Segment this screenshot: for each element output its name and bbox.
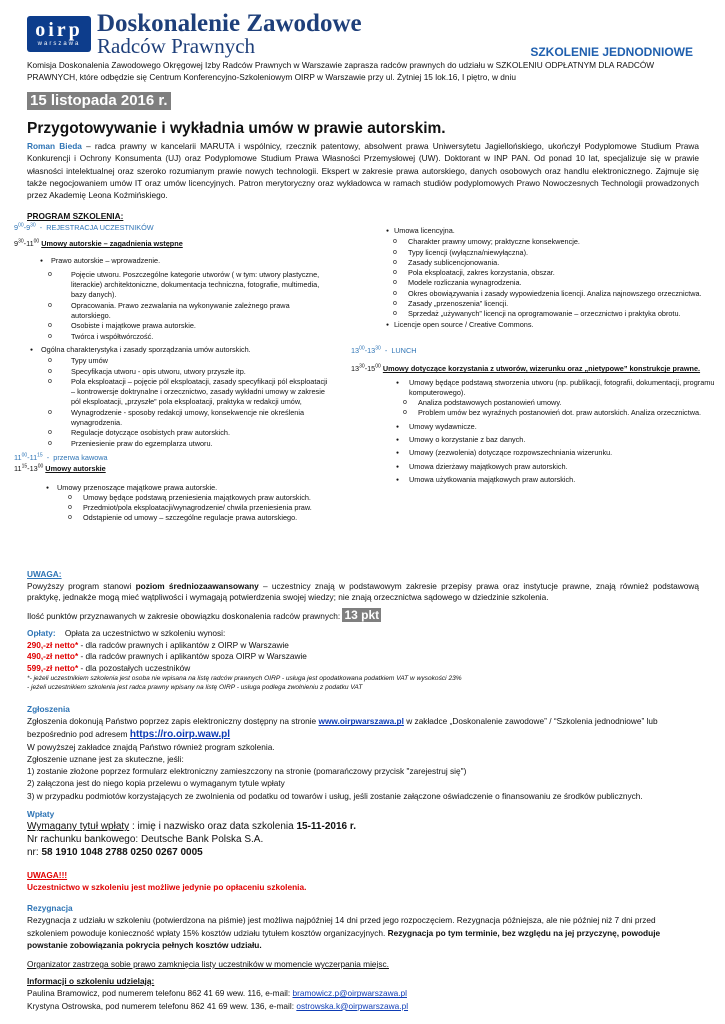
- list-item: ● Umowa dzierżawy majątkowych praw autorskich.: [394, 462, 720, 472]
- slot-session-1: $9^{30}-11^{00}$ Umowy autorskie – zagadnienia wstępne: [14, 238, 183, 249]
- speaker-bio-text: – radca prawny w kancelarii MARUTA i wspólnicy, rzecznik patentowy, absolwent prawa Uniwersytetu Jagiellońskiego, ukończył Podyplomowe Studium Prawa Konkurencji i Ochrony Konsumenta (UJ) oraz Podyplomowe Studium Prawa Własności Przemysłowej (UW). Doktorant w INP PAN. Od ponad 10 lat, specjalizuje się w prawie własności intelektualnej oraz szeroko rozumianym prawie nowych technologii. Ekspert w zakresie prawa autorskiego, danych osobowych oraz handlu elektronicznego. Zajmuje się także negocjowaniem umów IT oraz umów licencyjnych. Patron merytoryczny oraz wykładowca w ramach studiów podyplomowych Prawo Nowoczesnych Technologii prowadzonych przez Akademię Leona Koźmińskiego.: [27, 141, 699, 201]
- speaker-bio: [27, 140, 699, 201]
- payment-title-line: Wymagany tytuł wpłaty : imię i nazwisko oraz data szkolenia 15-11-2016 r.: [27, 821, 356, 833]
- list-item: o Regulacje dotyczące osobistych praw autorskich.: [38, 428, 330, 438]
- logo-sub-text: warszawa: [37, 41, 81, 47]
- slot-coffee-break: $11^{00}-11^{15}$ - przerwa kawowa: [14, 452, 108, 462]
- oirp-logo: [27, 16, 91, 52]
- list-item: o Przeniesienie praw do egzemplarza utworu.: [38, 439, 330, 449]
- fee-note-1: *- jeżeli uczestnikiem szkolenia jest osoba nie wpisana na listę radców prawnych OIRP - usługa jest opodatkowana podatkiem VAT w wysokości 23%: [27, 675, 462, 682]
- slot-lunch: $13^{00}-13^{30}$ - LUNCH: [351, 345, 417, 355]
- slot-session-3: $13^{30}-15^{00}$ Umowy dotyczące korzystania z utworów, wizerunku oraz „nietypowe” konstrukcje prawne.: [351, 363, 701, 374]
- list-item: o Przedmiot/pola eksploatacji/wynagrodzenie/ chwila przeniesienia praw.: [59, 503, 359, 513]
- list-item: ● Umowa użytkowania majątkowych praw autorskich.: [394, 475, 720, 485]
- list-item: o Wynagrodzenie - sposoby redakcji umowy, konsekwencje nie określenia wynagrodzenia.: [38, 408, 330, 429]
- list-item: o Zasady „przenoszenia” licencji.: [384, 299, 720, 309]
- fee-row: 599,-zł netto* - dla pozostałych uczestników: [27, 662, 191, 673]
- list-item: o Pola eksploatacji, zakres korzystania, obszar.: [384, 268, 720, 278]
- organizer-note: Organizator zastrzega sobie prawo zamknięcia listy uczestników w momencie wyczerpania miejsc.: [27, 959, 389, 969]
- list-item: o Sprzedaż „używanych” licencji na oprogramowanie – orzecznictwo i praktyka obrotu.: [384, 309, 720, 319]
- cancellation-title: Rezygnacja: [27, 903, 73, 913]
- points-line: Ilość punktów przyznawanych w zakresie obowiązku doskonalenia radców prawnych: 13 pkt: [27, 607, 380, 622]
- training-type: SZKOLENIE JEDNODNIOWE: [530, 45, 693, 59]
- registration-p2: W powyższej zakładce znajdą Państwo również program szkolenia.: [27, 741, 275, 752]
- list-item: o Odstąpienie od umowy – szczególne regulacje prawa autorskiego.: [59, 513, 359, 523]
- list-item: ● Umowa licencyjna. o Charakter prawny umowy; praktyczne konsekwencje. o Typy licencji (wyłączna/niewyłączna). o Zasady sublicencjonowania. o Pola eksploatacji, zakres korzystania, obszar. o Modele rozliczania wynagrodzenia. o Okres obowiązywania i zasady wypowiedzenia licencji. Analiza najnowszego orzecznictwa. o Zasady „przenoszenia” licencji. o Sprzedaż „używanych” licencji na oprogramowanie – orzecznictwo i praktyka obrotu.: [384, 226, 720, 320]
- list-item: ● Licencje open source / Creative Commons.: [384, 320, 720, 330]
- points-badge: 13 pkt: [344, 607, 380, 622]
- speaker-name: Roman Bieda: [27, 141, 82, 151]
- warning-text: Uczestnictwo w szkoleniu jest możliwe jedynie po opłaceniu szkolenia.: [27, 882, 307, 893]
- slot-registration: $9^{00}-9^{30}$ - REJESTRACJA UCZESTNIKÓW: [14, 222, 154, 232]
- list-item: o Modele rozliczania wynagrodzenia.: [384, 278, 720, 288]
- registration-p1: Zgłoszenia dokonują Państwo poprzez zapis elektroniczny dostępny na stronie www.oirpwarszawa.pl w zakładce „Doskonalenie zawodowe” / “Szkolenia jednodniowe” lub bezpośrednio pod adresem https://ro.oirp.waw.pl: [27, 716, 658, 740]
- warning-title: UWAGA!!!: [27, 870, 68, 880]
- header-text: [97, 12, 362, 56]
- list-item: o Analiza podstawowych postanowień umowy.: [394, 398, 720, 408]
- session-1-list: [38, 256, 354, 449]
- registration-p6: 3) w przypadku podmiotów korzystających ze zwolnienia od podatku od towarów i usług, jeśli zostanie załączone oświadczenie o finansowaniu ze środków publicznych.: [27, 790, 643, 801]
- list-item: ● Umowy wydawnicze.: [394, 422, 720, 432]
- program-left-column: [14, 223, 354, 524]
- contact-title: Informacji o szkoleniu udzielają:: [27, 976, 155, 986]
- uwaga-title: UWAGA:: [27, 569, 62, 579]
- registration-p4: 1) zostanie złożone poprzez formularz elektroniczny zamieszczony na stronie (pomarańczowy przycisk "zarejestruj się"): [27, 766, 467, 777]
- warning-section: [27, 869, 699, 894]
- list-item: ● Umowy o korzystanie z baz danych.: [394, 435, 720, 445]
- cancellation-text: Rezygnacja z udziału w szkoleniu (potwierdzona na piśmie) jest możliwa najpóźniej 14 dni przed jego rozpoczęciem. Rezygnacja późniejsza, ale nie później niż 7 dni przed szkoleniem powoduje konieczność wpłaty 15% kosztów udziału tytułem kosztów organizacyjnych. Rezygnacja po tym terminie, bez względu na jej przyczynę, powoduje powstanie zobowiązania pokrycia pełnych kosztów udziału.: [27, 915, 661, 950]
- list-item: o Typy umów: [38, 356, 330, 366]
- header-title: Doskonalenie Zawodowe: [97, 10, 362, 37]
- list-item: o Pojęcie utworu. Poszczególne kategorie utworów ( w tym: utwory plastyczne, literackie) architektoniczne, dokumentacja techniczna, fotografie, multimedia, bazy danych).: [38, 270, 320, 301]
- contact-line-1: Paulina Bramowicz, pod numerem telefonu 862 41 69 wew. 116, e-mail: bramowicz.p@oirpwarszawa.pl: [27, 988, 407, 999]
- oirp-website-link[interactable]: www.oirpwarszawa.pl: [318, 716, 404, 727]
- intro-text: Komisja Doskonalenia Zawodowego Okręgowej Izby Radców Prawnych w Warszawie zaprasza radców prawnych do udziału w SZKOLENIU ODPŁATNYM DLA RADCÓW PRAWNYCH, które odbędzie się Centrum Konferencyjno-Szkoleniowym OIRP w Warszawie przy ul. Żytniej 15 lok.16, I piętro, w dniu: [27, 60, 655, 83]
- registration-p3: Zgłoszenie uznane jest za skuteczne, jeśli:: [27, 753, 184, 764]
- list-item: o Charakter prawny umowy; praktyczne konsekwencje.: [384, 237, 720, 247]
- course-title: Przygotowywanie i wykładnia umów w prawie autorskim.: [27, 120, 446, 137]
- list-item: o Umowy będące podstawą przeniesienia majątkowych praw autorskich.: [59, 493, 359, 503]
- email-link-bramowicz[interactable]: bramowicz.p@oirpwarszawa.pl: [292, 988, 407, 999]
- uwaga-text: Powyższy program stanowi poziom średniozaawansowany – uczestnicy znają w podstawowym zakresie przepisy prawa oraz instytucje prawne, znają również podstawową praktykę, jednakże mogą mieć wątpliwości i wymagają potwierdzenia swojej wiedzy; nie znają orzecznictwa sądowego w dziedzinie szkolenia.: [27, 580, 699, 602]
- payments-section: [27, 808, 699, 859]
- list-item: ● Ogólna charakterystyka i zasady sporządzania umów autorskich. o Typy umów o Specyfikacja utworu - opis utworu, utwory przyszłe itp. o Pola eksploatacji – pojęcie pól eksploatacji, zasady specyfikacji pól eksploatacji – kontrowersje doktrynalne i orzecznictwo, zasady wykładni umowy w zakresie pól eksploatacji, „przyszłe” pola eksploatacji, praktyka w redakcji umów, o Wynagrodzenie - sposoby redakcji umowy, konsekwencje nie określenia wynagrodzenia. o Regulacje dotyczące osobistych praw autorskich. o Przeniesienie praw do egzemplarza utworu.: [28, 345, 354, 449]
- program-heading: PROGRAM SZKOLENIA:: [27, 211, 124, 221]
- registration-title: Zgłoszenia: [27, 704, 70, 714]
- list-item: ● Umowy przenoszące majątkowe prawa autorskie. o Umowy będące podstawą przeniesienia majątkowych praw autorskich. o Przedmiot/pola eksploatacji/wynagrodzenie/ chwila przeniesienia praw. o Odstąpienie od umowy – szczególne regulacje prawa autorskiego.: [44, 483, 354, 524]
- program-right-column: [351, 226, 720, 485]
- fees-section: [27, 628, 699, 692]
- contact-line-2: Krystyna Ostrowska, pod numerem telefonu 862 41 69 wew. 136, e-mail: ostrowska.k@oirpwarszawa.pl: [27, 1000, 409, 1011]
- list-item: o Opracowania. Prawo zezwalania na wykonywanie zależnego prawa autorskiego.: [38, 301, 320, 322]
- session-3-list: [394, 378, 720, 486]
- list-item: o Zasady sublicencjonowania.: [384, 258, 720, 268]
- email-link-ostrowska[interactable]: ostrowska.k@oirpwarszawa.pl: [296, 1000, 409, 1011]
- list-item: o Typy licencji (wyłączna/niewyłączna).: [384, 248, 720, 258]
- list-item: ● Umowy (zezwolenia) dotyczące rozpowszechniania wizerunku.: [394, 448, 720, 458]
- session-2-list: [44, 483, 354, 524]
- registration-section: [27, 703, 699, 802]
- registration-link[interactable]: https://ro.oirp.waw.pl: [129, 728, 231, 740]
- list-item: ● Prawo autorskie – wprowadzenie. o Pojęcie utworu. Poszczególne kategorie utworów ( w tym: utwory plastyczne, literackie) architektoniczne, dokumentacja techniczna, fotografie, multimedia, bazy danych). o Opracowania. Prawo zezwalania na wykonywanie zależnego prawa autorskiego. o Osobiste i majątkowe prawa autorskie. o Twórca i współtwórczość.: [38, 256, 354, 342]
- header: [27, 10, 362, 58]
- cancellation-section: [27, 902, 699, 951]
- logo-main-text: oirp: [35, 19, 83, 41]
- fee-row: 290,-zł netto* - dla radców prawnych i aplikantów z OIRP w Warszawie: [27, 639, 289, 650]
- registration-p5: 2) załączona jest do niego kopia przelewu o wymaganym tytule wpłaty: [27, 778, 285, 789]
- fee-row: 490,-zł netto* - dla radców prawnych i aplikantów spoza OIRP w Warszawie: [27, 651, 307, 661]
- bank-name-line: Nr rachunku bankowego: Deutsche Bank Polska S.A.: [27, 834, 264, 846]
- list-item: o Pola eksploatacji – pojęcie pól eksploatacji, zasady specyfikacji pól eksploatacji – kontrowersje doktrynalne i orzecznictwo, zasady wykładni umowy w zakresie pól eksploatacji, „przyszłe” pola eksploatacji, praktyka w redakcji umów,: [38, 377, 330, 408]
- payments-title: Wpłaty: [27, 809, 55, 819]
- list-item: o Twórca i współtwórczość.: [38, 332, 320, 342]
- list-item: o Osobiste i majątkowe prawa autorskie.: [38, 321, 320, 331]
- slot-session-2: $11^{15}-13^{00}$ Umowy autorskie: [14, 463, 106, 474]
- fees-header: Opłaty: Opłata za uczestnictwo w szkoleniu wynosi:: [27, 628, 226, 638]
- list-item: o Problem umów bez wyraźnych postanowień dot. praw autorskich. Analiza orzecznictwa.: [394, 408, 720, 418]
- session-1-groups: [38, 256, 354, 449]
- account-number-line: nr: 58 1910 1048 2788 0250 0267 0005: [27, 847, 203, 859]
- list-item: o Okres obowiązywania i zasady wypowiedzenia licencji. Analiza najnowszego orzecznictwa.: [384, 289, 720, 299]
- fee-note-2: - jeżeli uczestnikiem szkolenia jest radca prawny wpisany na listę OIRP - usługa podlega zwolnieniu z podatku VAT: [27, 684, 363, 691]
- header-subtitle: Radców Prawnych: [97, 34, 256, 58]
- list-item: ● Umowy będące podstawą stworzenia utworu (np. publikacji, fotografii, dokumentacji, programu komputerowego). o Analiza podstawowych postanowień umowy. o Problem umów bez wyraźnych postanowień dot. praw autorskich. Analiza orzecznictwa.: [394, 378, 720, 419]
- training-date: 15 listopada 2016 r.: [27, 92, 171, 110]
- contact-section: [27, 975, 699, 1012]
- uwaga-section: [27, 569, 699, 622]
- list-item: o Specyfikacja utworu - opis utworu, utwory przyszłe itp.: [38, 367, 330, 377]
